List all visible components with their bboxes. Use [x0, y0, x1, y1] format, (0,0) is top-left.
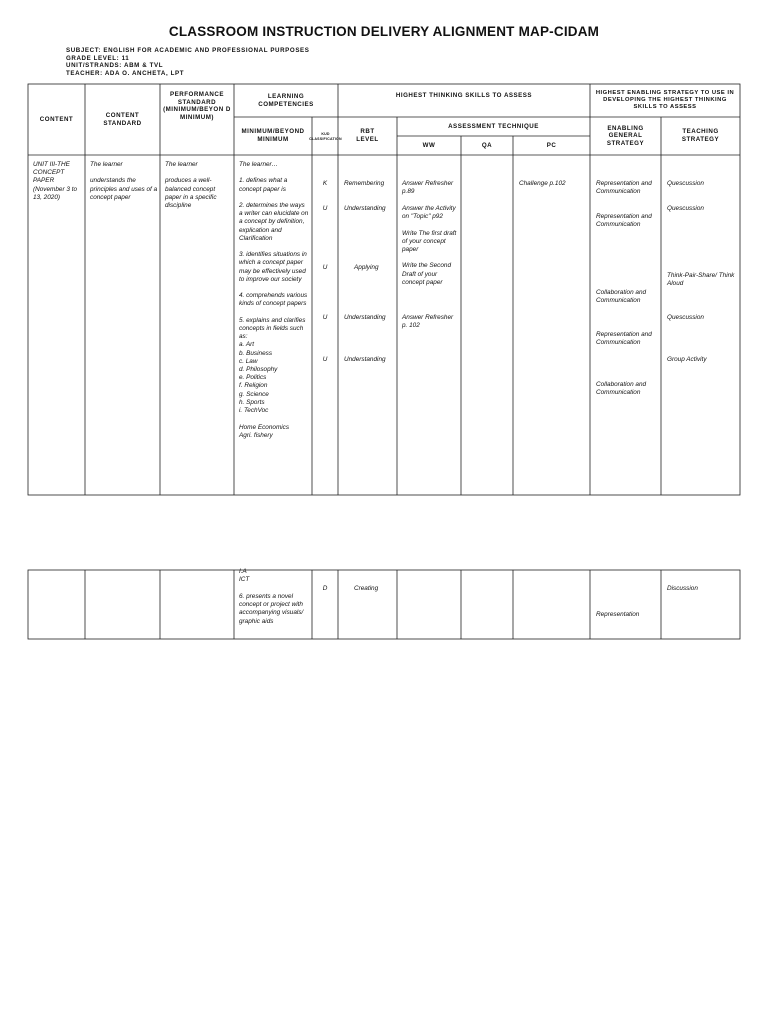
enabling-value: Collaboration and Communication: [596, 289, 647, 305]
header-ww: WW: [422, 141, 436, 149]
header-rbt-level: RBT LEVEL: [356, 128, 379, 143]
rbt-value: Applying: [354, 264, 379, 271]
header-assessment: ASSESSMENT TECHNIQUE: [448, 122, 539, 130]
teaching-value: Think-Pair-Share/ Think Aloud: [667, 272, 735, 288]
header-kud: KUD CLASSIFICATION: [309, 132, 342, 141]
teacher-line: TEACHER: ADA O. ANCHETA, LPT: [66, 69, 185, 77]
header-content: CONTENT: [39, 115, 74, 123]
pc-value: Challenge p.102: [519, 180, 566, 187]
kud-value: D: [322, 585, 328, 592]
teaching-value: Group Activity: [667, 356, 707, 363]
document-meta: [66, 47, 310, 77]
enabling-value: Representation and Communication: [596, 180, 652, 196]
enabling-value: Representation: [596, 611, 640, 618]
ww-value: Answer Refresher p.89: [402, 180, 454, 196]
enabling-value: Representation and Communication: [596, 331, 652, 347]
teaching-value: Discussion: [667, 585, 698, 592]
subject-line: SUBJECT: ENGLISH FOR ACADEMIC AND PROFESSIONAL PURPOSES: [66, 47, 310, 54]
rbt-value: Remembering: [344, 180, 385, 187]
rbt-value: Understanding: [344, 314, 386, 321]
header-content-standard: CONTENT STANDARD: [103, 111, 142, 127]
teaching-value: Quescussion: [667, 180, 704, 187]
header-highest-thinking: HIGHEST THINKING SKILLS TO ASSESS: [395, 92, 533, 100]
kud-value: K: [322, 180, 328, 187]
header-pc: PC: [546, 141, 557, 149]
header-enabling: ENABLING GENERAL STRATEGY: [606, 124, 645, 147]
teaching-value: Quescussion: [667, 314, 704, 321]
performance-standard-cell: The learner produces a well-balanced concept paper in a specific discipline: [165, 161, 217, 210]
kud-value: U: [322, 205, 328, 212]
strands-line: UNIT/STRANDS: ABM & TVL: [66, 62, 164, 70]
competency-6: 6. presents a novel concept or project with accompanying visuals/ graphic aids: [239, 593, 304, 625]
competencies-cell: The learner… 1. defines what a concept paper is 2. determines the ways a writer can elucidate on a concept by definition, explication and Clarification 3. identifies situations in which a concept paper may be effectively used to improve our society 4. comprehends various kinds of concept papers 5. explains and clarifies concepts in fields such as: a. Art b. Business c. Law d. Philosophy e. Politics f. Religion g. Science h. Sports i. TechVoc Home Economics Agri. fishery: [239, 161, 309, 439]
header-qa: QA: [481, 141, 493, 149]
header-highest-enabling: HIGHEST ENABLING STRATEGY TO USE IN DEVELOPING THE HIGHEST THINKING SKILLS TO ASSESS: [595, 89, 735, 110]
header-performance-standard: PERFORMANCE STANDARD (MINIMUM/BEYON D MINIMUM): [163, 91, 231, 121]
header-learning-competencies: LEARNING COMPETENCIES: [258, 92, 314, 108]
content-cell: UNIT III-THE CONCEPT PAPER (November 3 to 13, 2020): [33, 161, 78, 201]
page-title: CLASSROOM INSTRUCTION DELIVERY ALIGNMENT MAP-CIDAM: [168, 24, 600, 39]
header-teaching: TEACHING STRATEGY: [681, 128, 720, 143]
content-standard-cell: The learner understands the principles and uses of a concept paper: [90, 161, 158, 201]
rbt-value: Creating: [354, 585, 379, 592]
grade-line: GRADE LEVEL: 11: [66, 54, 130, 62]
competencies-continued: I.A ICT: [239, 568, 250, 584]
rbt-value: Understanding: [344, 356, 386, 363]
rbt-value: Understanding: [344, 205, 386, 212]
teaching-value: Quescussion: [667, 205, 704, 212]
kud-value: U: [322, 314, 328, 321]
kud-value: U: [322, 356, 328, 363]
ww-value: Answer the Activity on "Topic" p92 Write The first draft of your concept paper Write the Second Draft of your concept paper: [402, 205, 457, 286]
enabling-value: Collaboration and Communication: [596, 381, 647, 397]
kud-value: U: [322, 264, 328, 271]
enabling-value: Representation and Communication: [596, 213, 652, 229]
ww-value: Answer Refresher p. 102: [402, 314, 454, 330]
header-min-beyond: MINIMUM/BEYOND MINIMUM: [241, 128, 305, 143]
